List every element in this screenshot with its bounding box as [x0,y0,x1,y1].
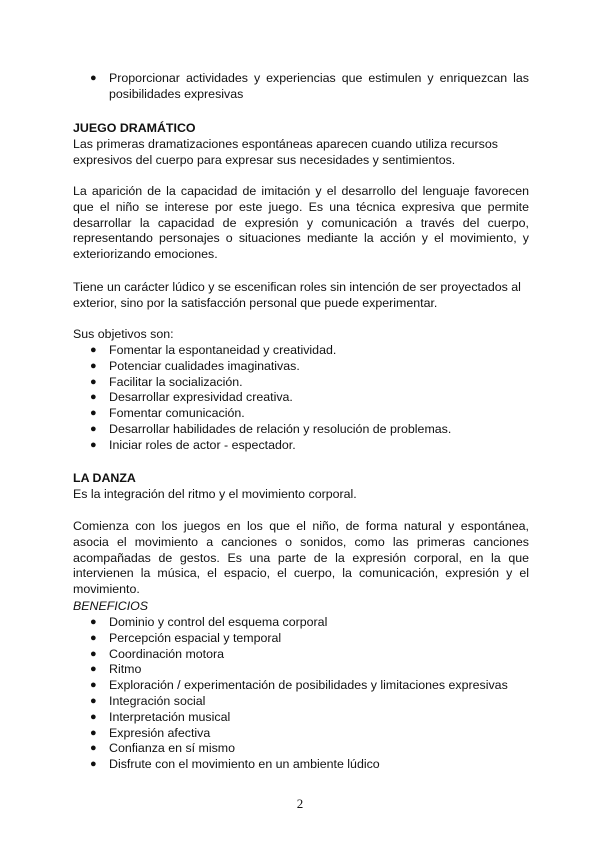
bullet-icon: ● [90,726,97,739]
objectives-label: Sus objetivos son: [73,327,174,341]
paragraph: La aparición de la capacidad de imitación y el desarrollo del lenguaje favorecen que el niño se interese por este juego. Es una técnica expresiva que permite desarrollar la capacidad de expresión y comunicación a través del cuerpo, representando personajes o situaciones mediante la acción y el movimiento, y exteriorizando emociones. [73,184,529,262]
list-item: ● Desarrollar habilidades de relación y resolución de problemas. [90,421,452,436]
list-item: ● Facilitar la socialización. [90,374,243,389]
bullet-icon: ● [90,663,97,676]
list-item: ● Potenciar cualidades imaginativas. [90,358,300,373]
list-item: ● Fomentar la espontaneidad y creatividad. [90,343,337,357]
list-item: ● Dominio y control del esquema corporal [90,615,328,629]
page-number: 2 [296,796,304,811]
paragraph: Tiene un carácter lúdico y se escenifican roles sin intención de ser proyectados al exterior, sino por la satisfacción personal que puede experimentar. [73,280,521,310]
benefits-list [73,615,529,773]
list-item: ● Ritmo [90,662,142,677]
bullet-icon: ● [90,758,97,771]
bullet-icon: ● [90,710,97,723]
benefits-label: BENEFICIOS [73,599,149,613]
bullet-icon: ● [90,679,97,692]
list-item: ● Desarrollar expresividad creativa. [90,390,293,405]
bullet-icon: ● [90,359,97,372]
list-item: ● Exploración / experimentación de posibilidades y limitaciones expresivas [90,678,508,693]
bullet-icon: ● [90,694,97,707]
list-item: ● Interpretación musical [90,709,231,724]
objectives-list [73,343,529,454]
list-item: ● Disfrute con el movimiento en un ambiente lúdico [90,757,380,772]
intro-list [73,71,529,103]
section-heading-juego: JUEGO DRAMÁTICO [73,121,196,135]
bullet-icon: ● [90,391,97,404]
bullet-icon: ● [90,742,97,755]
bullet-icon: ● [90,344,97,356]
list-item: ● Integración social [90,693,206,708]
section-heading-danza: LA DANZA [73,471,136,485]
bullet-icon: ● [90,407,97,420]
bullet-icon: ● [90,422,97,435]
list-item: ● Expresión afectiva [90,725,211,740]
bullet-icon: ● [90,375,97,388]
paragraph: Comienza con los juegos en los que el niño, de forma natural y espontánea, asocia el movimiento a canciones o sonidos, como las primeras canciones acompañadas de gestos. Es una parte de la expresión corporal, en la que intervienen la música, el espacio, el cuerpo, la comunicación, expresión y el movimiento. [73,519,529,597]
bullet-icon: ● [90,631,97,644]
bullet-icon: ● [90,438,97,451]
list-item: ● Confianza en sí mismo [90,741,236,756]
bullet-icon: ● [90,647,97,660]
list-item: ● Proporcionar actividades y experiencias que estimulen y enriquezcan las posibilidades expresivas [90,71,529,101]
list-item: ● Percepción espacial y temporal [90,630,282,645]
bullet-icon: ● [90,616,97,628]
list-item: ● Coordinación motora [90,646,225,661]
list-item: ● Fomentar comunicación. [90,406,245,421]
paragraph: Las primeras dramatizaciones espontáneas aparecen cuando utiliza recursos expresivos del cuerpo para expresar sus necesidades y sentimientos. [73,137,498,167]
bullet-icon: ● [90,72,97,84]
paragraph: Es la integración del ritmo y el movimiento corporal. [73,487,357,501]
list-item: ● Iniciar roles de actor - espectador. [90,437,296,452]
